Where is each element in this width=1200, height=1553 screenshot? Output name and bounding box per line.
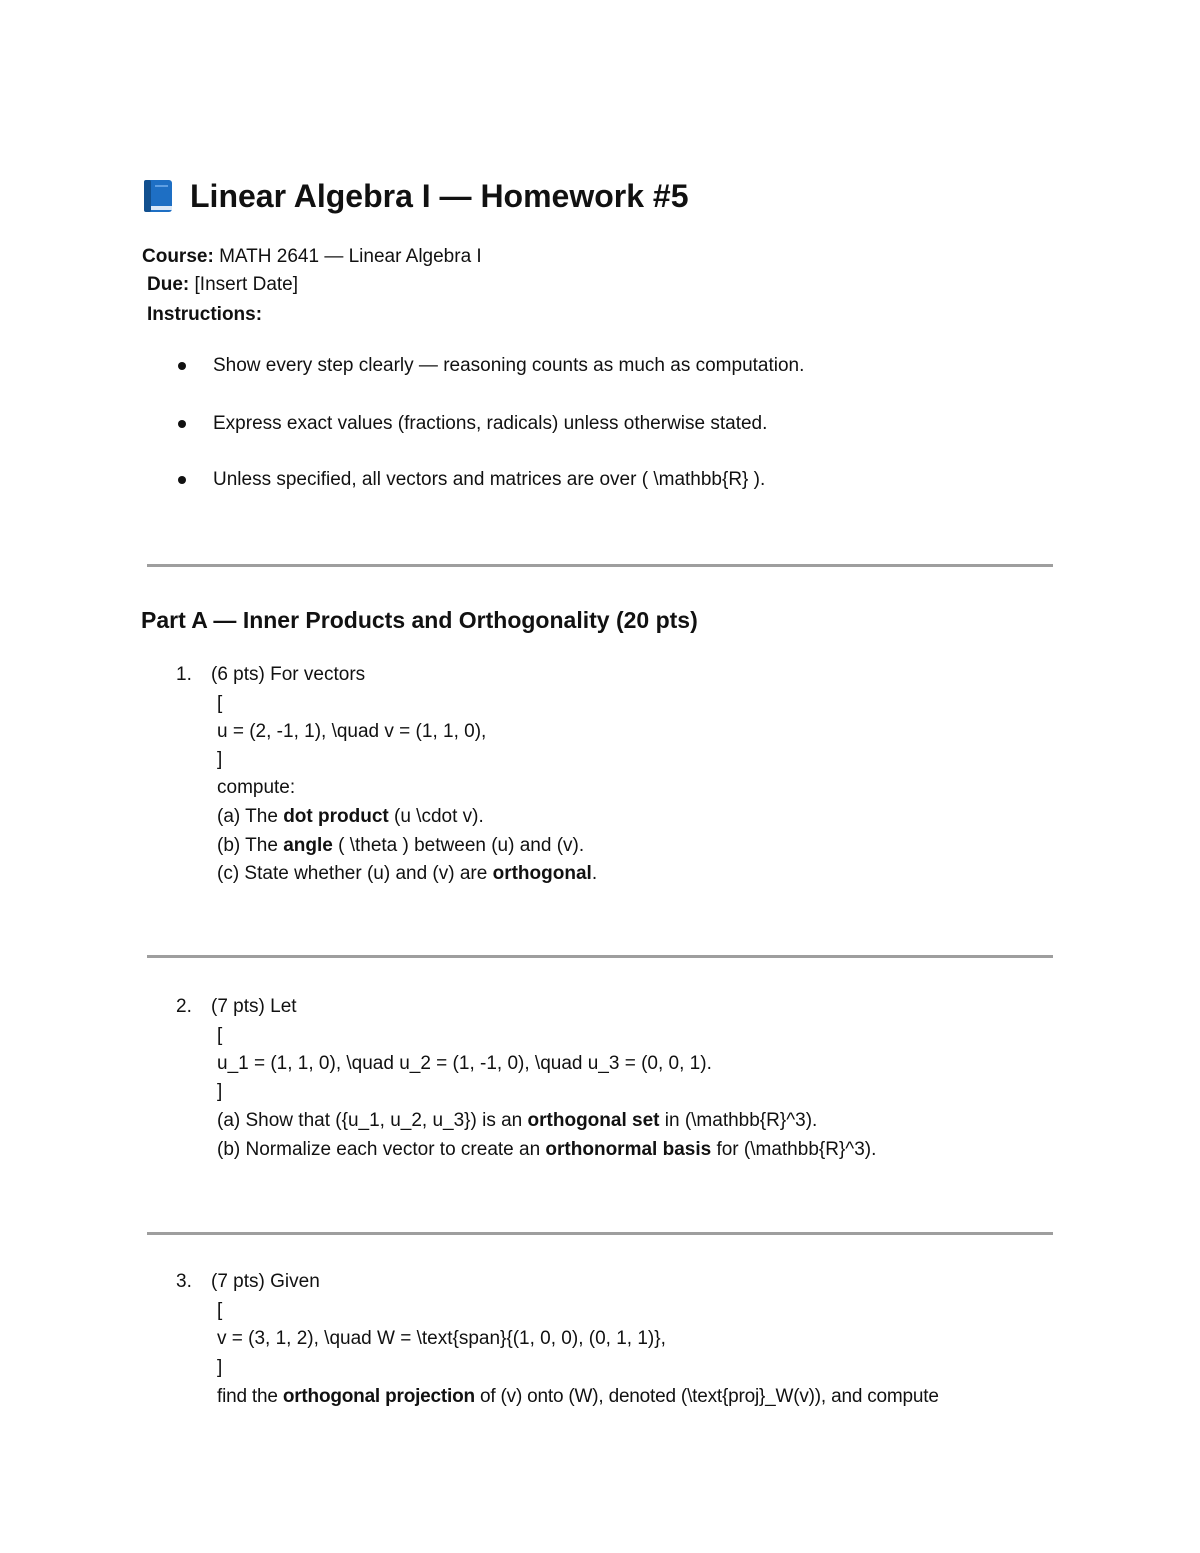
divider <box>147 564 1053 567</box>
q1-compute: compute: <box>217 777 296 798</box>
q1-part-b: (b) The angle ( \theta ) between (u) and (v). <box>217 835 585 856</box>
instruction-item: Show every step clearly — reasoning counts as much as computation. <box>176 353 804 379</box>
bullet-icon <box>178 362 186 370</box>
q1-part-a: (a) The dot product (u \cdot v). <box>217 806 484 827</box>
instructions-label: Instructions: <box>147 304 263 325</box>
course-line <box>142 244 482 270</box>
question-2-intro: (7 pts) Let <box>211 996 297 1017</box>
bullet-icon <box>178 420 186 428</box>
due-value: [Insert Date] <box>194 274 299 295</box>
divider <box>147 955 1053 958</box>
divider <box>147 1232 1053 1235</box>
question-2-number: 2. <box>176 996 192 1017</box>
q3-close-bracket: ] <box>217 1357 223 1378</box>
q1-open-bracket: [ <box>217 693 223 714</box>
q1-equation: u = (2, -1, 1), \quad v = (1, 1, 0), <box>217 721 487 742</box>
instruction-item: Unless specified, all vectors and matrices are over ( \mathbb{R} ). <box>176 467 765 493</box>
q1-part-c: (c) State whether (u) and (v) are orthogonal. <box>217 863 598 884</box>
q1-close-bracket: ] <box>217 749 223 770</box>
part-a-heading: Part A — Inner Products and Orthogonality (20 pts) <box>141 607 698 633</box>
q2-equation: u_1 = (1, 1, 0), \quad u_2 = (1, -1, 0), \quad u_3 = (0, 0, 1). <box>217 1053 712 1074</box>
page-title <box>142 174 689 218</box>
q2-part-b: (b) Normalize each vector to create an orthonormal basis for (\mathbb{R}^3). <box>217 1139 877 1160</box>
due-line <box>147 272 298 298</box>
course-label: Course: <box>142 246 214 267</box>
question-3-intro: (7 pts) Given <box>211 1271 320 1292</box>
q3-equation: v = (3, 1, 2), \quad W = \text{span}{(1, 0, 0), (0, 1, 1)}, <box>217 1328 666 1349</box>
bullet-icon <box>178 476 186 484</box>
q3-open-bracket: [ <box>217 1300 223 1321</box>
due-label: Due: <box>147 274 190 295</box>
question-3-number: 3. <box>176 1271 192 1292</box>
q2-open-bracket: [ <box>217 1025 223 1046</box>
question-1-number: 1. <box>176 664 192 685</box>
instruction-item: Express exact values (fractions, radicals) unless otherwise stated. <box>176 411 767 437</box>
course-value: MATH 2641 — Linear Algebra I <box>219 246 482 267</box>
question-1-intro: (6 pts) For vectors <box>211 664 366 685</box>
q2-close-bracket: ] <box>217 1081 223 1102</box>
q2-part-a: (a) Show that ({u_1, u_2, u_3}) is an orthogonal set in (\mathbb{R}^3). <box>217 1110 818 1131</box>
blue-book-icon <box>142 178 176 214</box>
q3-find-line: find the orthogonal projection of (v) onto (W), denoted (\text{proj}_W(v)), and compute <box>217 1386 939 1407</box>
title-text: Linear Algebra I — Homework #5 <box>190 178 689 214</box>
